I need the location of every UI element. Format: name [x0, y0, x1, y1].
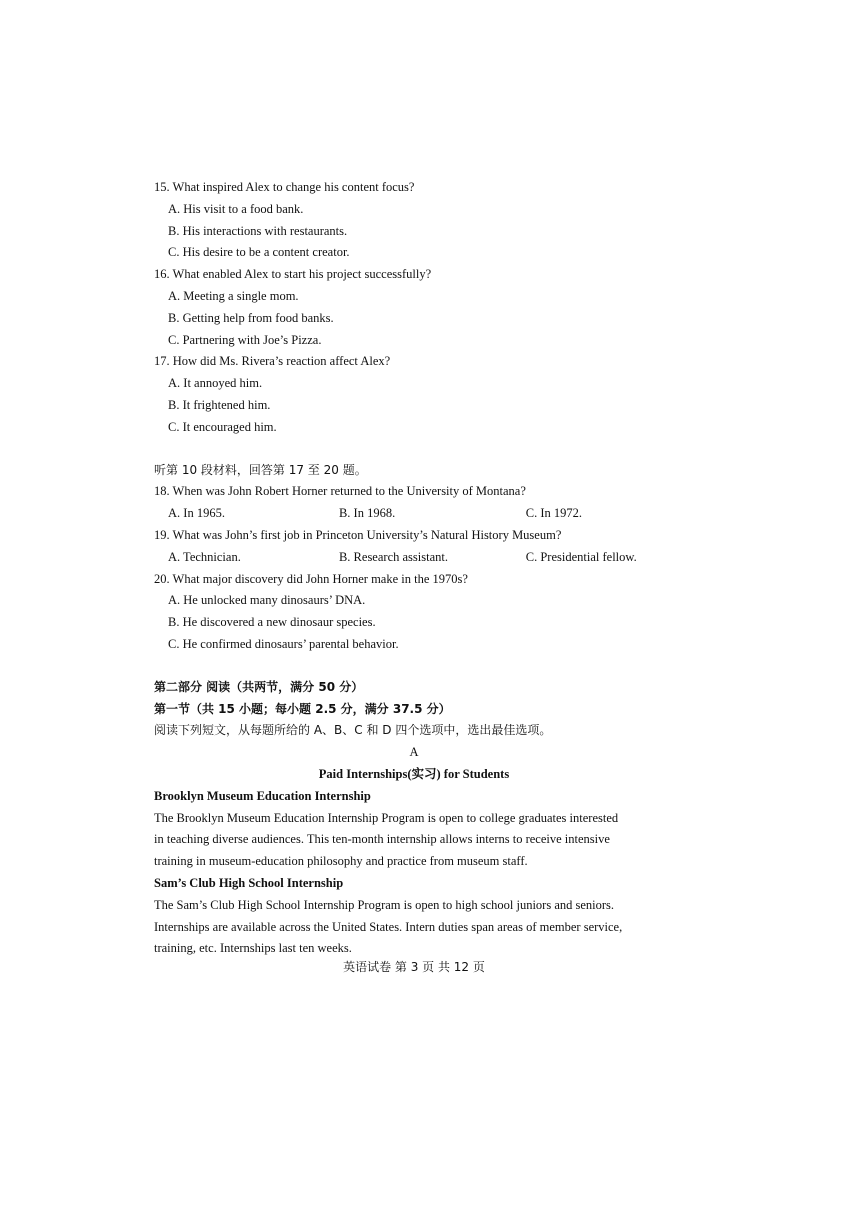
passage-letter: A [409, 745, 419, 760]
question-18-option-b: B. In 1968. [338, 506, 396, 521]
spacer [154, 656, 674, 677]
question-19-option-c: C. Presidential fellow. [525, 549, 637, 564]
reading-section-title: 第一节（共 15 小题；每小题 2.5 分，满分 37.5 分） [154, 701, 451, 716]
question-17-option-a: A. It annoyed him. [168, 376, 263, 391]
question-18-option-a: A. In 1965. [168, 506, 225, 521]
reading-instruction: 阅读下列短文，从每题所给的 A、B、C 和 D 四个选项中，选出最佳选项。 [154, 723, 552, 738]
question-19 [154, 525, 674, 569]
sams-club-section [154, 873, 674, 960]
question-20-option-a: A. He unlocked many dinosaurs’ DNA. [168, 593, 366, 608]
question-20 [154, 569, 674, 656]
spacer [154, 439, 674, 460]
question-18-options [154, 503, 674, 525]
question-19-option-a: A. Technician. [168, 549, 241, 564]
question-15-stem: 15. What inspired Alex to change his content focus? [154, 180, 415, 194]
question-17-option-b: B. It frightened him. [168, 397, 271, 412]
question-20-stem: 20. What major discovery did John Horner make in the 1970s? [154, 571, 468, 586]
question-15-option-a: A. His visit to a food bank. [168, 201, 304, 216]
question-17-option-c: C. It encouraged him. [168, 419, 277, 434]
question-16-option-b: B. Getting help from food banks. [168, 310, 334, 325]
question-17 [154, 351, 674, 438]
brooklyn-section [154, 786, 674, 873]
question-16-stem: 16. What enabled Alex to start his project successfully? [154, 267, 432, 282]
question-18-option-c: C. In 1972. [525, 506, 582, 521]
page-footer: 英语试卷 第 3 页 共 12 页 [343, 960, 485, 974]
sams-club-heading: Sam’s Club High School Internship [154, 875, 344, 890]
brooklyn-text-line-3: training in museum-education philosophy and practice from museum staff. [154, 854, 528, 869]
question-16-option-a: A. Meeting a single mom. [168, 288, 299, 303]
sams-club-text-line-3: training, etc. Internships last ten weeks. [154, 941, 352, 956]
reading-part-title: 第二部分 阅读（共两节，满分 50 分） [154, 679, 364, 694]
question-19-options [154, 547, 674, 569]
question-16-option-c: C. Partnering with Joe’s Pizza. [168, 332, 322, 347]
sams-club-text-line-2: Internships are available across the United States. Intern duties span areas of member service, [154, 919, 623, 934]
question-18-stem: 18. When was John Robert Horner returned to the University of Montana? [154, 484, 526, 499]
question-17-stem: 17. How did Ms. Rivera’s reaction affect Alex? [154, 354, 391, 369]
passage-title: Paid Internships(实习) for Students [318, 766, 510, 781]
page-content [154, 177, 674, 960]
question-15 [154, 177, 674, 264]
question-15-option-c: C. His desire to be a content creator. [168, 245, 350, 260]
question-20-option-c: C. He confirmed dinosaurs’ parental behavior. [168, 636, 399, 651]
section-10-instruction: 听第 10 段材料，回答第 17 至 20 题。 [154, 462, 367, 477]
brooklyn-text-line-1: The Brooklyn Museum Education Internship Program is open to college graduates interested [154, 810, 619, 825]
question-20-option-b: B. He discovered a new dinosaur species. [168, 615, 376, 630]
brooklyn-text-line-2: in teaching diverse audiences. This ten-month internship allows interns to receive intensive [154, 832, 610, 847]
question-18 [154, 481, 674, 525]
sams-club-text-line-1: The Sam’s Club High School Internship Program is open to high school juniors and seniors. [154, 897, 615, 912]
question-19-stem: 19. What was John’s first job in Princeton University’s Natural History Museum? [154, 527, 562, 542]
question-19-option-b: B. Research assistant. [338, 549, 448, 564]
brooklyn-heading: Brooklyn Museum Education Internship [154, 788, 371, 803]
question-15-option-b: B. His interactions with restaurants. [168, 223, 348, 238]
question-16 [154, 264, 674, 351]
